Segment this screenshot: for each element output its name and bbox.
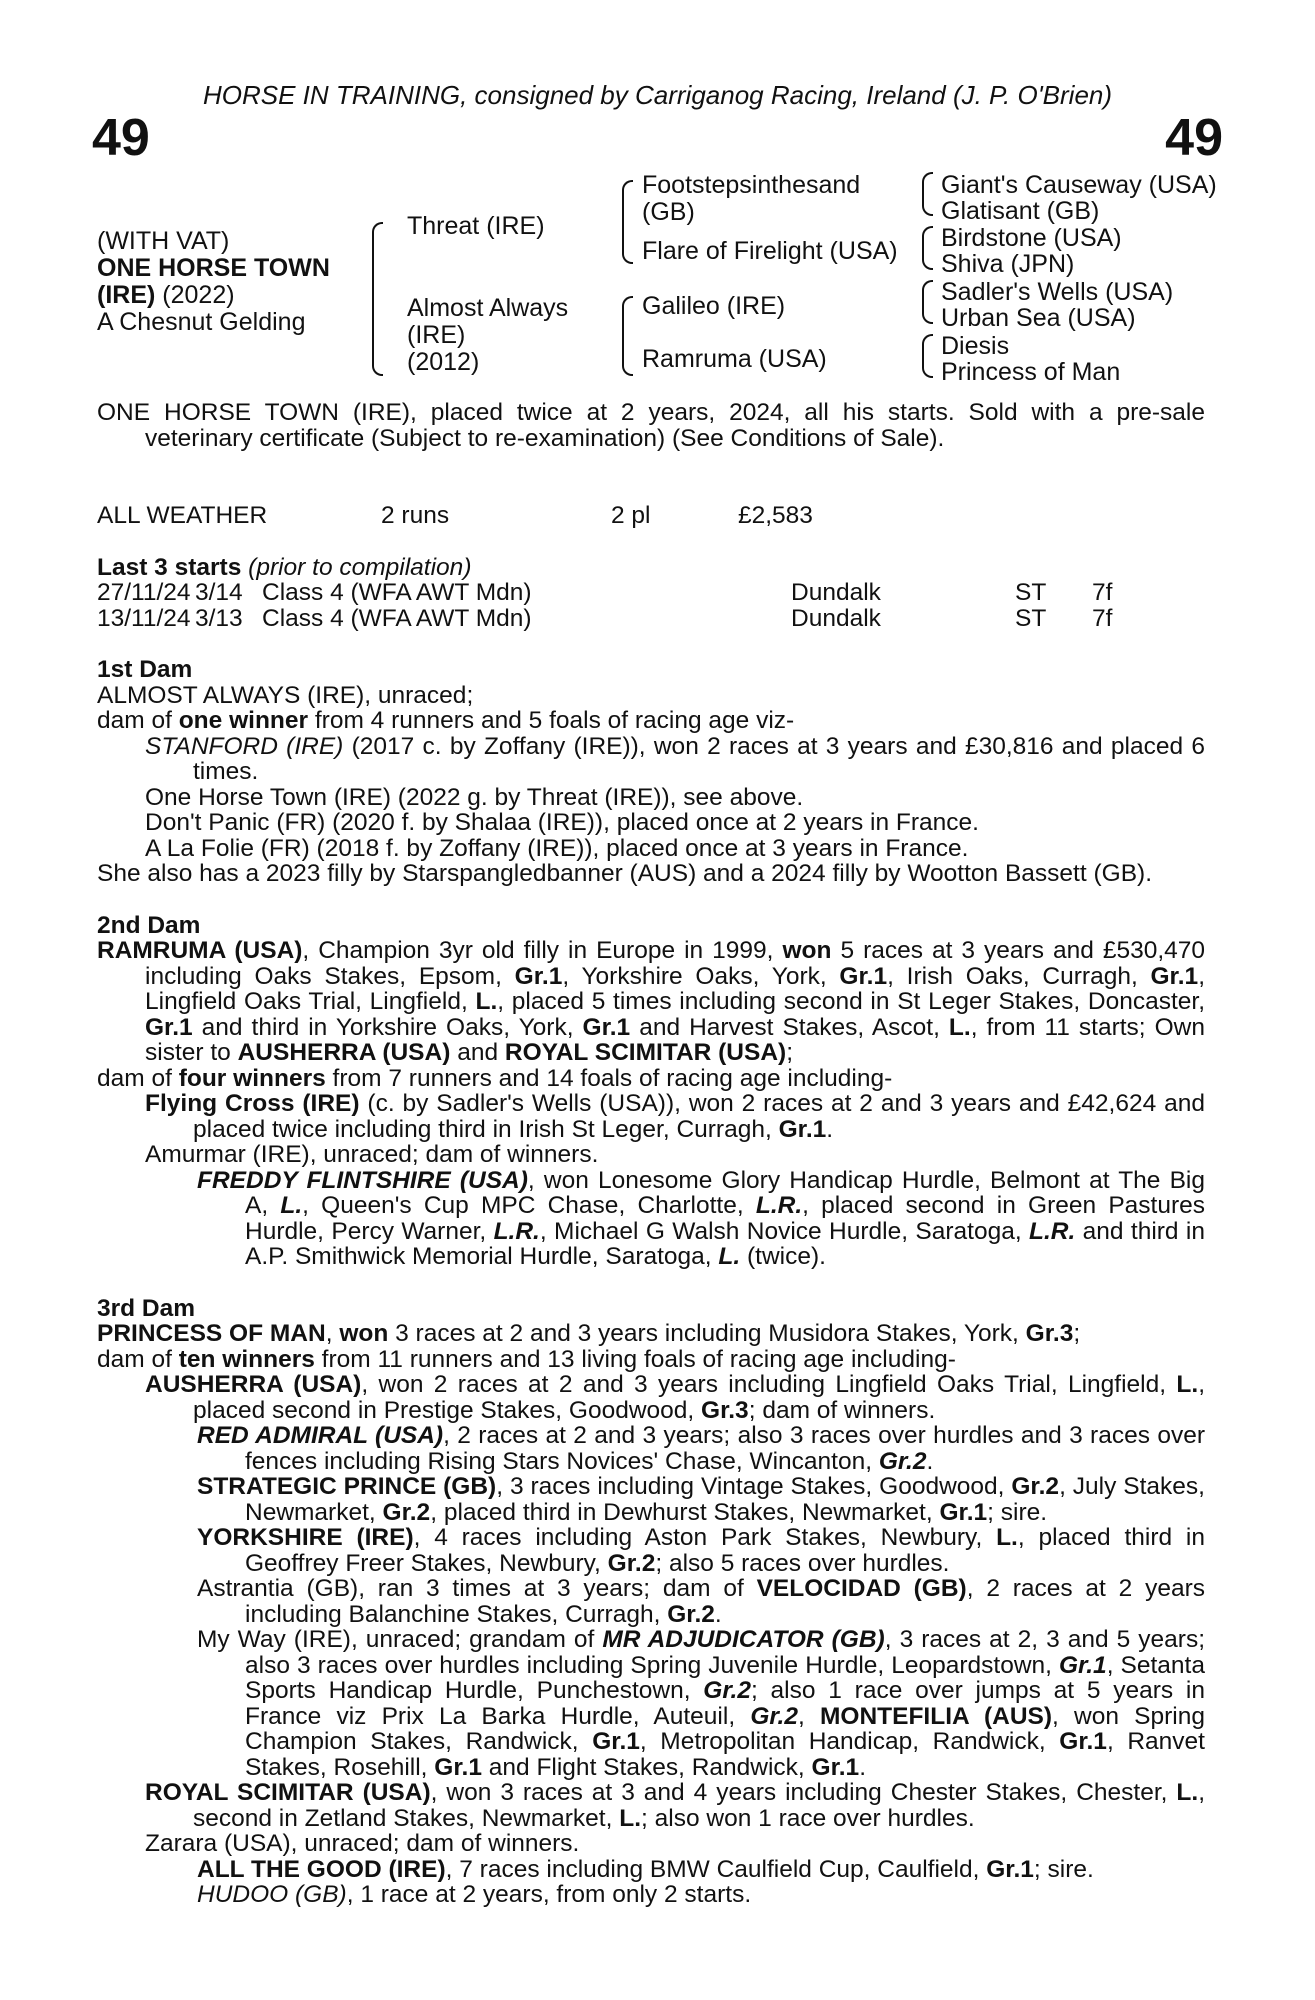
second-dam-title: 2nd Dam [97, 911, 201, 939]
race-record [97, 503, 1205, 529]
pedigree-brace-g2b [622, 296, 633, 376]
horse-name: ONE HORSE TOWN [97, 254, 330, 282]
foal-my-way: My Way (IRE), unraced; grandam of MR ADJUDICATOR (GB), 3 races at 2, 3 and 5 years; also 3 races over hurdles including Spring Juvenile Hurdle, Leopardstown, Gr.1, Setanta Sports Handicap Hurdle, Punchestown, Gr.2; also 1 race over jumps at 5 years in France viz Prix La Barka Hurdle, Auteuil, Gr.2, MONTEFILIA (AUS), won Spring Champion Stakes, Randwick, Gr.1, Metropolitan Handicap, Randwick, Gr.1, Ranvet Stakes, Rosehill, Gr.1 and Flight Stakes, Randwick, Gr.1. [197, 1626, 1206, 1781]
horse-description: A Chesnut Gelding [97, 308, 306, 336]
pedigree-sds: Birdstone (USA) [941, 224, 1122, 252]
pedigree-dam-sire: Galileo (IRE) [642, 292, 786, 320]
pedigree-dam-country: (IRE) [407, 321, 466, 349]
foal-yorkshire: YORKSHIRE (IRE), 4 races including Aston Park Stakes, Newbury, L., placed third in Geoffrey Freer Stakes, Newbury, Gr.2; also 5 races over hurdles. [197, 1524, 1205, 1577]
foal-amurmar: Amurmar (IRE), unraced; dam of winners. [145, 1141, 599, 1168]
pedigree-brace-g3c [922, 280, 933, 324]
foal-astrantia: Astrantia (GB), ran 3 times at 3 years; dam of VELOCIDAD (GB), 2 races at 2 years including Balanchine Stakes, Curragh, Gr.2. [197, 1575, 1205, 1628]
pedigree-sss: Giant's Causeway (USA) [941, 171, 1217, 199]
last-start-row [97, 606, 1205, 632]
start-going: ST [1015, 579, 1047, 606]
start-course: Dundalk [791, 604, 881, 632]
foal-strategic-prince: STRATEGIC PRINCE (GB), 3 races including Vintage Stakes, Goodwood, Gr.2, July Stakes, Newmarket, Gr.2, placed third in Dewhurst Stakes, Newmarket, Gr.1; sire. [197, 1473, 1205, 1526]
page-header: HORSE IN TRAINING, consigned by Carriganog Racing, Ireland (J. P. O'Brien) [202, 80, 1113, 110]
foal-red-admiral: RED ADMIRAL (USA), 2 races at 2 and 3 years; also 3 races over hurdles and 3 races over fences including Rising Stars Novices' Chase, Wincanton, Gr.2. [197, 1422, 1205, 1475]
start-date: 13/11/24 [97, 604, 191, 632]
foal-zarara: Zarara (USA), unraced; dam of winners. [145, 1830, 580, 1857]
pedigree-dam [407, 295, 568, 376]
start-distance: 7f [1092, 604, 1113, 632]
foal-dont-panic: Don't Panic (FR) (2020 f. by Shalaa (IRE)), placed once at 2 years in France. [145, 809, 979, 836]
horse-year: (2022) [162, 281, 235, 309]
second-dam-record: RAMRUMA (USA), Champion 3yr old filly in Europe in 1999, won 5 races at 3 years and £530,470 including Oaks Stakes, Epsom, Gr.1, Yorkshire Oaks, York, Gr.1, Irish Oaks, Curragh, Gr.1, Lingfield Oaks Trial, Lingfield, L., placed 5 times including second in St Leger Stakes, Doncaster, Gr.1 and third in Yorkshire Oaks, York, Gr.1 and Harvest Stakes, Ascot, L., from 11 starts; Own sister to AUSHERRA (USA) and ROYAL SCIMITAR (USA); [97, 937, 1206, 1066]
first-dam-line2: dam of one winner from 4 runners and 5 foals of racing age viz- [97, 707, 795, 734]
foal-stanford: STANFORD (IRE) (2017 c. by Zoffany (IRE)), won 2 races at 3 years and £30,816 and placed 6 times. [145, 732, 1206, 785]
foal-flying-cross: Flying Cross (IRE) (c. by Sadler's Wells (USA)), won 2 races at 2 and 3 years and £42,624 and placed twice including third in Irish St Leger, Curragh, Gr.1. [145, 1090, 1205, 1143]
start-going: ST [1015, 604, 1047, 632]
foal-ausherra: AUSHERRA (USA), won 2 races at 2 and 3 years including Lingfield Oaks Trial, Lingfield, L., placed second in Prestige Stakes, Goodwood, Gr.3; dam of winners. [145, 1371, 1205, 1424]
pedigree-brace-g3b [922, 226, 933, 270]
foal-all-the-good: ALL THE GOOD (IRE), 7 races including BMW Caulfield Cup, Caulfield, Gr.1; sire. [197, 1855, 1094, 1883]
second-dam-produce: dam of four winners from 7 runners and 14 foals of racing age including- [97, 1064, 893, 1092]
pedigree-dds: Diesis [941, 332, 1010, 360]
pedigree-sire: Threat (IRE) [407, 212, 545, 240]
first-dam-also: She also has a 2023 filly by Starspangledbanner (AUS) and a 2024 filly by Wootton Bassett (GB). [97, 860, 1152, 887]
foal-one-horse-town: One Horse Town (IRE) (2022 g. by Threat (IRE)), see above. [145, 783, 804, 811]
pedigree-sdd: Shiva (JPN) [941, 250, 1075, 278]
horse-identity [97, 228, 330, 336]
pedigree-dsd: Urban Sea (USA) [941, 304, 1136, 332]
start-date: 27/11/24 [97, 579, 191, 606]
summary: ONE HORSE TOWN (IRE), placed twice at 2 years, 2024, all his starts. Sold with a pre-sale veterinary certificate (Subject to re-examination) (See Conditions of Sale). [97, 399, 1205, 452]
pedigree-dam-dam: Ramruma (USA) [642, 345, 827, 373]
pedigree-brace-g2a [622, 180, 633, 264]
foal-freddy-flintshire: FREDDY FLINTSHIRE (USA), won Lonesome Glory Handicap Hurdle, Belmont at The Big A, L., Queen's Cup MPC Chase, Charlotte, L.R., placed second in Green Pastures Hurdle, Percy Warner, L.R., Michael G Walsh Novice Hurdle, Saratoga, L.R. and third in A.P. Smithwick Memorial Hurdle, Saratoga, L. (twice). [197, 1166, 1206, 1270]
pedigree-sire-dam: Flare of Firelight (USA) [642, 237, 898, 265]
pedigree-ddd: Princess of Man [941, 358, 1121, 386]
pedigree-ss-country: (GB) [642, 198, 695, 226]
last-starts-heading [97, 555, 1205, 581]
lot-number-left: 49 [92, 109, 150, 167]
pedigree-dss: Sadler's Wells (USA) [941, 278, 1174, 306]
foal-royal-scimitar: ROYAL SCIMITAR (USA), won 3 races at 3 and 4 years including Chester Stakes, Chester, L., second in Zetland Stakes, Newmarket, L.; also won 1 race over hurdles. [145, 1779, 1205, 1832]
foal-a-la-folie: A La Folie (FR) (2018 f. by Zoffany (IRE)), placed once at 3 years in France. [145, 834, 969, 862]
record-earnings: £2,583 [738, 502, 813, 529]
first-dam-title: 1st Dam [97, 656, 193, 683]
pedigree-dam-year: (2012) [407, 348, 480, 376]
third-dam-title: 3rd Dam [97, 1294, 196, 1322]
last-starts-title: Last 3 starts [97, 553, 242, 581]
record-placed: 2 pl [611, 502, 651, 529]
pedigree-ssd: Glatisant (GB) [941, 197, 1100, 225]
pedigree-sire-sire [642, 172, 860, 226]
record-runs: 2 runs [381, 502, 450, 529]
catalogue-body [97, 400, 1205, 1908]
last-starts-note: (prior to compilation) [248, 553, 472, 581]
lot-number-right: 49 [1165, 109, 1223, 167]
pedigree-ss-name: Footstepsinthesand [642, 171, 861, 199]
first-dam-line1: ALMOST ALWAYS (IRE), unraced; [97, 681, 474, 709]
start-position: 3/13 [195, 604, 243, 632]
third-dam-produce: dam of ten winners from 11 runners and 13 living foals of racing age including- [97, 1345, 956, 1373]
start-distance: 7f [1092, 579, 1113, 606]
third-dam-record: PRINCESS OF MAN, won 3 races at 2 and 3 years including Musidora Stakes, York, Gr.3; [97, 1320, 1081, 1347]
last-start-row [97, 580, 1205, 606]
pedigree-dam-name: Almost Always [407, 294, 569, 322]
record-surface: ALL WEATHER [97, 502, 268, 529]
foal-hudoo: HUDOO (GB), 1 race at 2 years, from only 2 starts. [197, 1881, 752, 1908]
start-course: Dundalk [791, 579, 881, 606]
pedigree-brace-g1 [372, 222, 383, 376]
start-race: Class 4 (WFA AWT Mdn) [262, 604, 532, 632]
pedigree-brace-g3d [922, 334, 933, 378]
start-position: 3/14 [195, 579, 243, 606]
horse-name-suffix: (IRE) [97, 281, 156, 309]
start-race: Class 4 (WFA AWT Mdn) [262, 579, 532, 606]
vat-note: (WITH VAT) [97, 227, 230, 255]
pedigree-brace-g3a [922, 172, 933, 216]
